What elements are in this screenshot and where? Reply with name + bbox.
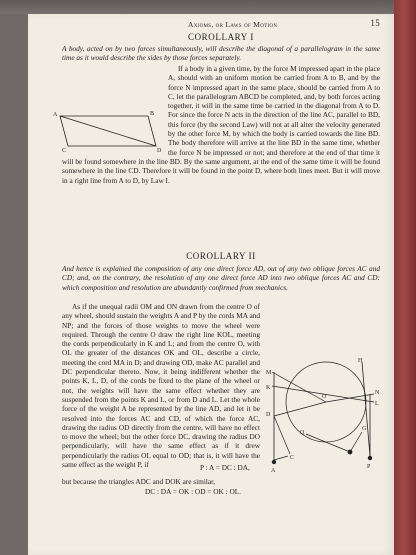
figure-label-q: Q bbox=[300, 430, 305, 436]
corollary-2-paragraph: As if the unequal radii OM and ON drawn from the centre O of any wheel, should sustain the weights A and P by the cords MA and NP; and the forces of those weights to move the wheel were required. Through the centre O draw the right line KOL, meeting the cords perpendicularly in K and L; and from the centre O, with OL the greater of the distances OK and OL, describe a circle, meeting the cord MA in D; and drawing OD, make AC parallel and DC perpendicular thereto. Now, it being indifferent whether the points K, L, D, of the cords be fixed to the plane of the wheel or not, the weights will have the same effect whether they are suspended from the points K and L, or from D and L. Let the whole force of the weight A be represented by the line AD, and let it be resolved into the forces AC and CD, of which the force AC, drawing the radius OD directly from the centre, will have no effect to move the wheel; but the other force DC, drawing the radius DO perpendicularly, will have the same effect as if it drew perpendicularly the radius OL equal to OD; that is, it will have the same effect as the weight P, if bbox=[62, 302, 260, 470]
wheel-figure bbox=[266, 356, 382, 476]
page-number: 15 bbox=[370, 18, 380, 28]
corollary-2-body bbox=[62, 302, 380, 480]
weight-g bbox=[348, 450, 353, 455]
figure-label-p: P bbox=[367, 464, 371, 470]
figure-label-d: D bbox=[266, 412, 271, 418]
corollary-1-body bbox=[53, 64, 380, 185]
background-band bbox=[0, 0, 416, 14]
corollary-2-heading: COROLLARY II bbox=[186, 251, 256, 261]
running-title: Axioms, or Laws of Motion bbox=[188, 20, 278, 29]
figure-label-a: A bbox=[271, 468, 276, 474]
parallelogram-diagonal bbox=[60, 116, 156, 146]
weight-a bbox=[272, 460, 276, 464]
figure-label-b: B bbox=[150, 111, 155, 117]
figure-label-n: N bbox=[375, 390, 380, 396]
book-spine bbox=[394, 0, 416, 555]
weight-p bbox=[368, 456, 372, 460]
figure-label-k: K bbox=[266, 385, 271, 391]
corollary-1-heading: COROLLARY I bbox=[187, 32, 255, 42]
figure-label-d: D bbox=[157, 148, 162, 152]
parallelogram-figure bbox=[52, 108, 162, 152]
figure-label-h: H bbox=[358, 358, 363, 364]
figure-label-o: O bbox=[322, 394, 327, 400]
figure-label-g: G bbox=[362, 426, 367, 432]
equation-2: DC : DA = OK : OD = OK : OL. bbox=[145, 487, 241, 496]
figure-label-c: C bbox=[290, 455, 295, 461]
figure-label-a: A bbox=[53, 112, 58, 118]
figure-label-m: M bbox=[266, 370, 272, 376]
equation-intro: but because the triangles ADC and DOK are similar, bbox=[62, 477, 216, 486]
corollary-2-statement: And hence is explained the composition of any one direct force AD, out of any two oblique forces AC and CD; and, on the contrary, the resolution of any one direct force AD into two oblique forces AC and CD: which composition and resolution are abundantly confirmed from mechanics. bbox=[62, 264, 380, 292]
corollary-1-statement: A body, acted on by two forces simultaneously, will describe the diagonal of a parallelogram in the same time as it would describe the sides by those forces separately. bbox=[62, 44, 380, 63]
figure-label-l: L bbox=[375, 401, 379, 407]
equation-1: P : A = DC : DA, bbox=[200, 463, 250, 472]
figure-label-c: C bbox=[62, 148, 67, 152]
corollary-1-paragraph: If a body in a given time, by the force M impressed apart in the place A, should with an uniform motion be carried from A to B, and by the force N impressed apart in the same place, should be carried from A to C, let the parallelogram ABCD be completed, and, by both forces acting together, it will in the same time be carried in the diagonal from A to D. For since the force N acts in the direction of the line AC, parallel to BD, this force (by the second Law) will not at all alter the velocity generated by the other force M, by which the body is carried towards the line BD. The body therefore will arrive at the line BD in the same time, whether the force N be impressed or not; and therefore at the end of that time it will be found somewhere in the line BD. By the same argument, at the end of the same time it will be found somewhere in the line CD. Therefore it will be found in the point D, where both lines meet. But it will move in a right line from A to D, by Law I. bbox=[62, 64, 380, 185]
